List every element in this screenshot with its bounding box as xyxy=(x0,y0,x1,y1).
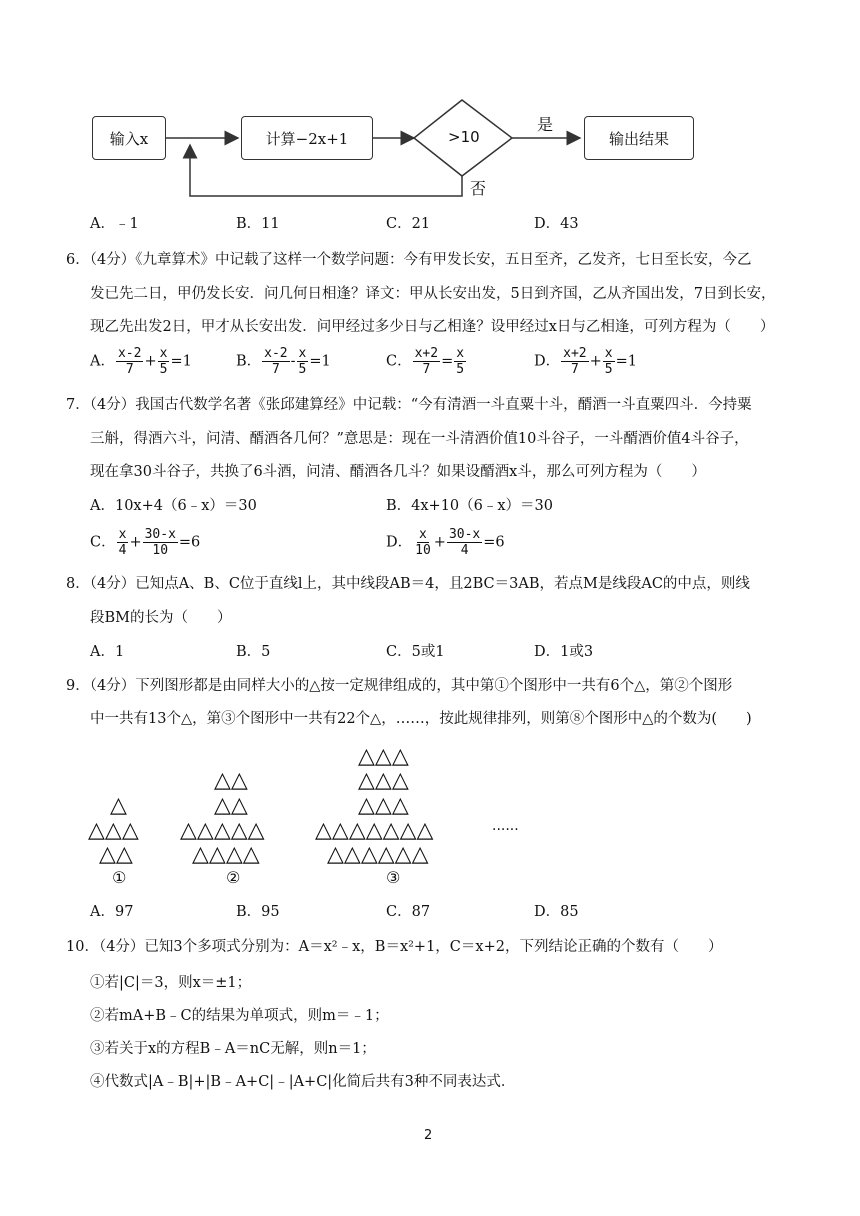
q6-line-3: 现乙先出发2日，甲才从长安出发．问甲经过多少日与乙相逢？设甲经过x日与乙相逢，可列方程为（ ） xyxy=(90,319,775,335)
flow-yes-label: 是 xyxy=(537,115,554,134)
q8-option-a: A．1 xyxy=(90,644,125,660)
q5-option-b: B．11 xyxy=(236,216,280,232)
fig3-label: ③ xyxy=(386,868,401,887)
fig1-row-1: △ xyxy=(110,793,127,818)
flow-no-label: 否 xyxy=(470,179,487,198)
q6-line-2: 发已先二日，甲仍发长安．问几何日相逢？译文：甲从长安出发，5日到齐国，乙从齐国出发，7日到长安， xyxy=(90,286,776,302)
q9-ellipsis: ...... xyxy=(492,818,519,834)
flow-output-box: 输出结果 xyxy=(584,116,694,160)
fig2-label: ② xyxy=(226,868,241,887)
q9-option-b: B．95 xyxy=(236,904,280,920)
q8-option-d: D．1或3 xyxy=(534,644,594,660)
q8-option-b: B．5 xyxy=(236,644,271,660)
q7-option-c: C． $\frac{x}{4}$ + $\frac{30-x}{10}$ =6 xyxy=(90,527,201,558)
q7-option-a: A．10x+4（6﹣x）＝30 xyxy=(90,498,257,514)
q5-option-a: A．﹣1 xyxy=(90,216,139,232)
q5-option-c: C．21 xyxy=(386,216,431,232)
flow-compute-box: 计算−2x+1 xyxy=(241,116,373,160)
flow-input-box: 输入x xyxy=(92,116,166,160)
fig1-row-2: △△△ xyxy=(88,818,139,843)
fig1-label: ① xyxy=(112,868,127,887)
q7-line-2: 三斛，得酒六斗，问清、醑酒各几何？”意思是：现在一斗清酒价值10斗谷子，一斗醑酒价值4斗谷子， xyxy=(90,431,749,447)
q9-line-2: 中一共有13个△，第③个图形中一共有22个△，……，按此规律排列，则第⑧个图形中△的个数为( ) xyxy=(90,711,752,727)
fig3-row-5: △△△△△△ xyxy=(327,842,429,867)
q10-statement-1: ①若|C|＝3，则x＝±1； xyxy=(90,975,252,991)
q7-line-3: 现在拿30斗谷子，共换了6斗酒，问清、醑酒各几斗？如果设醑酒x斗，那么可列方程为（ ） xyxy=(90,464,706,480)
q8-line-2: 段BM的长为（ ） xyxy=(90,610,232,626)
q8-line-1: 8．（4分）已知点A、B、C位于直线l上，其中线段AB＝4，且2BC＝3AB，若点M是线段AC的中点，则线 xyxy=(66,576,750,592)
q5-option-d: D．43 xyxy=(534,216,579,232)
q9-option-c: C．87 xyxy=(386,904,431,920)
q6-option-b: B． $\frac{x-2}{7}$ - $\frac{x}{5}$ =1 xyxy=(236,346,331,377)
q10-statement-4: ④代数式|A﹣B|+|B﹣A+C|﹣|A+C|化简后共有3种不同表达式． xyxy=(90,1074,516,1090)
flow-condition: >10 xyxy=(448,128,480,146)
q9-option-d: D．85 xyxy=(534,904,579,920)
fig3-row-1: △△△ xyxy=(358,744,409,769)
q7-line-1: 7．（4分）我国古代数学名著《张邱建算经》中记载：“今有清酒一斗直粟十斗，醑酒一斗直粟四斗．今持粟 xyxy=(66,397,752,413)
q7-option-b: B．4x+10（6﹣x）＝30 xyxy=(386,498,554,514)
fig3-row-2: △△△ xyxy=(358,768,409,793)
q10-statement-3: ③若关于x的方程B﹣A＝nC无解，则n＝1； xyxy=(90,1041,376,1057)
fig2-row-4: △△△△ xyxy=(192,842,260,867)
q10-line-1: 10．（4分）已知3个多项式分别为：A＝x²﹣x，B＝x²+1，C＝x+2，下列结论正确的个数有（ ） xyxy=(66,939,723,955)
page-number: 2 xyxy=(424,1128,433,1143)
q6-option-d: D． $\frac{x+2}{7}$ + $\frac{x}{5}$ =1 xyxy=(534,346,637,377)
q6-line-1: 6．（4分）《九章算术》中记载了这样一个数学问题：今有甲发长安，五日至齐，乙发齐，七日至长安，今乙 xyxy=(66,252,752,268)
q8-option-c: C．5或1 xyxy=(386,644,445,660)
q9-option-a: A．97 xyxy=(90,904,134,920)
fig3-row-4: △△△△△△△ xyxy=(315,818,434,843)
q6-option-c: C． $\frac{x+2}{7}$ = $\frac{x}{5}$ xyxy=(386,346,465,377)
q10-statement-2: ②若mA+B﹣C的结果为单项式，则m＝﹣1； xyxy=(90,1008,389,1024)
fig2-row-1: △△ xyxy=(214,768,248,793)
q6-option-a: A． $\frac{x-2}{7}$ + $\frac{x}{5}$ =1 xyxy=(90,346,192,377)
fig2-row-3: △△△△△ xyxy=(180,818,265,843)
q9-line-1: 9．（4分）下列图形都是由同样大小的△按一定规律组成的，其中第①个图形中一共有6个△，第②个图形 xyxy=(66,678,733,694)
fig3-row-3: △△△ xyxy=(358,793,409,818)
fig1-row-3: △△ xyxy=(99,842,133,867)
fig2-row-2: △△ xyxy=(214,793,248,818)
q7-option-d: D． $\frac{x}{10}$ + $\frac{30-x}{4}$ =6 xyxy=(386,527,505,558)
flowchart-arrows xyxy=(0,0,860,210)
